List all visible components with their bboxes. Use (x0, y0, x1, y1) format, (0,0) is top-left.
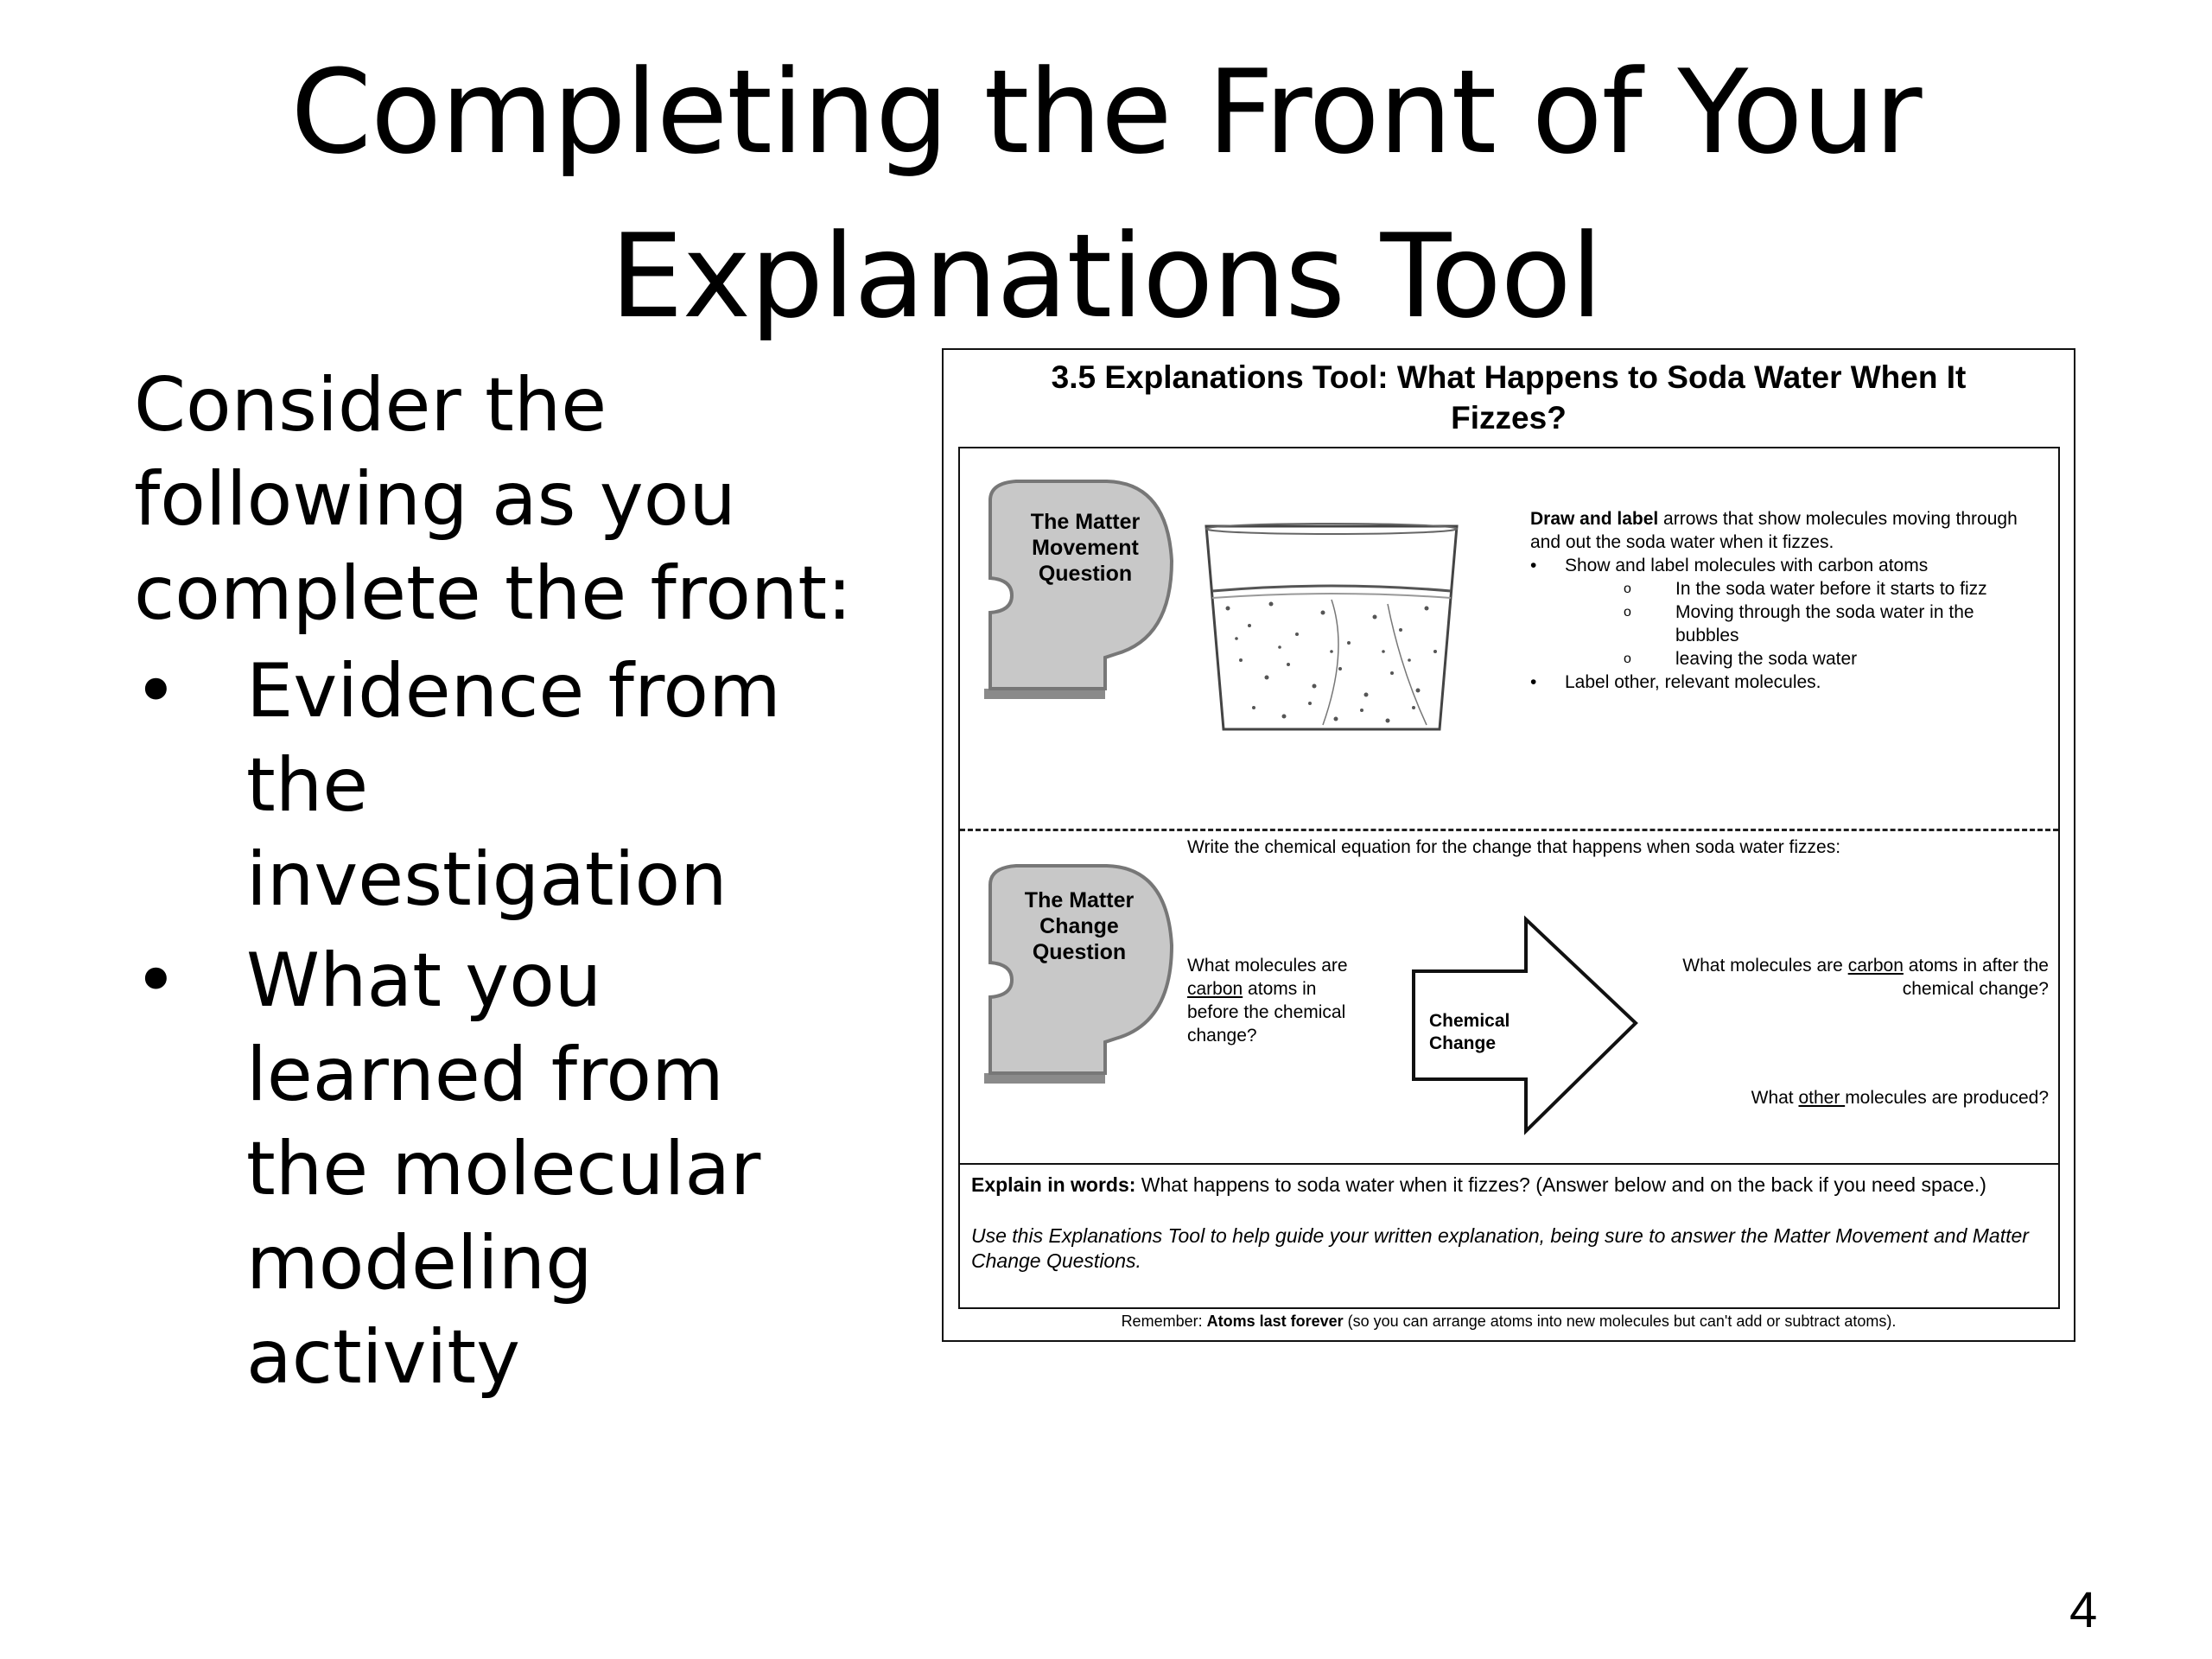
instruction-item-text: Show and label molecules with carbon atoms (1565, 556, 1929, 575)
after-change-question (1634, 954, 2049, 1001)
puzzle-label-line: Question (1038, 562, 1133, 586)
bullet-item-learned (134, 934, 877, 1405)
slide-number: 4 (2069, 1582, 2098, 1638)
bullet-marker: • (1530, 556, 1537, 575)
bullet-line: the (246, 742, 369, 829)
puzzle-label-line: Change (1039, 914, 1119, 938)
question-text: atoms in (1243, 979, 1317, 999)
sub-bullet-marker: o (1624, 652, 1631, 666)
question-line (1634, 954, 2049, 977)
question-text: What (1751, 1088, 1799, 1108)
explain-bold-label: Explain in words: (971, 1173, 1136, 1196)
explanations-tool-worksheet (942, 348, 2075, 1342)
question-text: What molecules are (1682, 956, 1848, 976)
question-line: before the chemical (1187, 1002, 1346, 1022)
equation-prompt: Write the chemical equation for the change that happens when soda water fizzes: (1187, 837, 1841, 857)
bullet-item-evidence (134, 645, 877, 927)
reminder-text: (so you can arrange atoms into new molecules but can't add or subtract atoms). (1343, 1313, 1897, 1330)
intro-line: following as you (134, 456, 736, 543)
soda-glass-icon (1202, 522, 1461, 734)
bullet-marker: • (134, 648, 178, 734)
instruction-lead (1530, 507, 2057, 531)
sub-bullet-marker: o (1624, 605, 1631, 620)
slide-title-line-2: Explanations Tool (610, 209, 1602, 344)
bullet-line: Evidence from (246, 648, 781, 734)
before-change-question (1187, 954, 1377, 1047)
worksheet-title-line: 3.5 Explanations Tool: What Happens to Soda Water When It (1051, 359, 1967, 395)
drawing-instructions (1530, 507, 2057, 694)
section-divider (960, 1163, 2058, 1165)
instruction-subitem-text: Moving through the soda water in the (1675, 602, 1974, 622)
instruction-item (1530, 554, 2057, 577)
instruction-subitem-text: leaving the soda water (1675, 649, 1858, 669)
slide-title (0, 30, 2212, 359)
instruction-lead-line2: and out the soda water when it fizzes. (1530, 532, 1834, 552)
bullet-line: What you (246, 938, 602, 1024)
question-text: molecules are produced? (1845, 1088, 2049, 1108)
matter-change-question-label (1006, 887, 1153, 965)
instruction-subitem (1530, 577, 2057, 601)
instruction-lead-rest: arrows that show molecules moving through (1658, 509, 2018, 529)
chemical-change-label (1429, 1010, 1510, 1055)
instruction-lead-bold: Draw and label (1530, 509, 1659, 529)
matter-movement-question-label (1012, 509, 1159, 587)
other-molecules-question (1634, 1086, 2049, 1109)
bullet-line: investigation (246, 836, 728, 923)
puzzle-label-line: Question (1032, 940, 1127, 964)
slide-title-line-1: Completing the Front of Your (290, 45, 1922, 180)
bullet-line: activity (246, 1314, 520, 1401)
instruction-subitem-text: In the soda water before it starts to fizz (1675, 579, 1987, 599)
explain-in-words-prompt (971, 1173, 2047, 1198)
explain-text: What happens to soda water when it fizzes? (Answer below and on the back if you need space.) (1135, 1173, 1986, 1196)
puzzle-label-line: The Matter (1024, 888, 1135, 912)
bullet-line: modeling (246, 1220, 593, 1306)
slide-body (134, 359, 877, 1412)
underlined-word: carbon (1187, 979, 1243, 999)
instruction-subitem (1530, 601, 2057, 647)
underlined-word: carbon (1847, 956, 1904, 976)
instruction-subitem-text: bubbles (1675, 626, 1739, 645)
reminder-bold: Atoms last forever (1206, 1313, 1344, 1330)
reminder-prefix: Remember: (1121, 1313, 1207, 1330)
sub-bullet-marker: o (1624, 582, 1631, 596)
reminder-note (944, 1311, 2074, 1332)
worksheet-panel (958, 447, 2060, 1309)
bullet-line: learned from (246, 1032, 724, 1118)
question-line: What molecules are (1187, 956, 1348, 976)
underlined-word: other (1798, 1088, 1846, 1108)
puzzle-piece-icon (977, 466, 1176, 708)
intro-line: Consider the (134, 362, 607, 448)
question-text: atoms in after the (1903, 956, 2049, 976)
instruction-item-text: Label other, relevant molecules. (1565, 672, 1821, 692)
intro-line: complete the front: (134, 550, 853, 637)
instruction-subitem (1530, 647, 2057, 671)
question-line (1187, 977, 1377, 1001)
question-line: chemical change? (1902, 979, 2049, 999)
arrow-label-line: Chemical (1429, 1011, 1510, 1031)
bullet-list (134, 645, 877, 1405)
bullet-marker: • (1530, 672, 1537, 692)
question-line: change? (1187, 1026, 1257, 1046)
dashed-divider (960, 829, 2058, 831)
puzzle-piece-icon (977, 850, 1176, 1092)
intro-text (134, 359, 877, 641)
worksheet-title-line: Fizzes? (1451, 400, 1567, 435)
puzzle-label-line: The Matter (1030, 510, 1141, 534)
arrow-label-line: Change (1429, 1033, 1497, 1053)
instruction-item (1530, 671, 2057, 694)
bullet-line: the molecular (246, 1126, 761, 1212)
worksheet-title (944, 357, 2074, 438)
explain-hint: Use this Explanations Tool to help guide your written explanation, being sure to answer the Matter Movement and Matter Change Questions. (971, 1224, 2029, 1272)
bullet-marker: • (134, 938, 178, 1024)
puzzle-label-line: Movement (1032, 536, 1139, 560)
